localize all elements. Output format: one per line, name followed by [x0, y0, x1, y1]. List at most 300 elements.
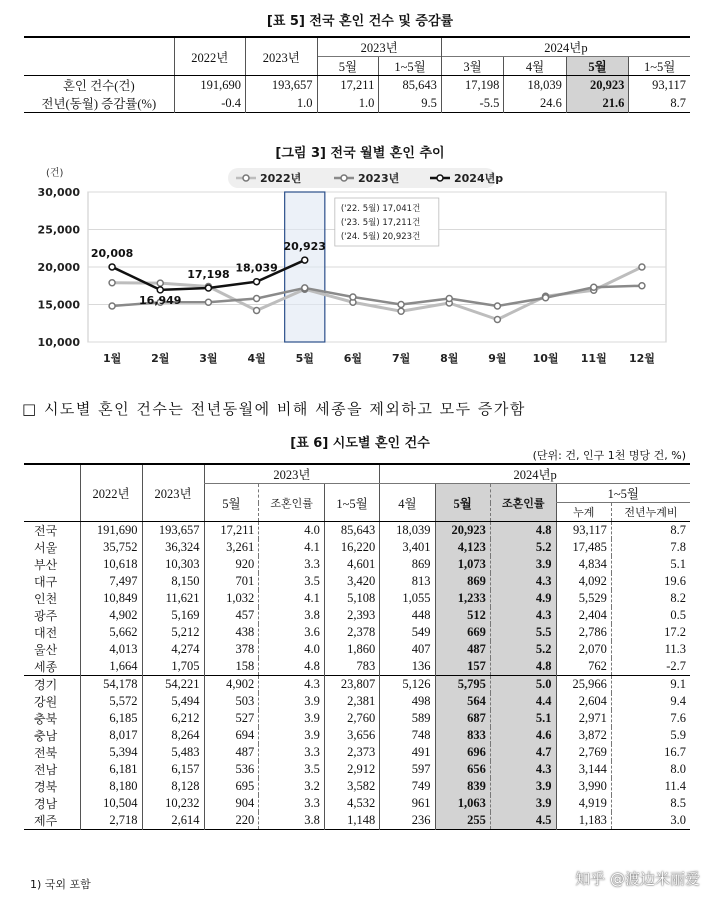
region-name: 세종 — [24, 658, 80, 676]
t6-sub: 조혼인률 — [259, 484, 325, 522]
table-cell: 457 — [204, 607, 259, 624]
table-cell: 904 — [204, 795, 259, 812]
region-name: 울산 — [24, 641, 80, 658]
summary-note: □ 시도별 혼인 건수는 전년동월에 비해 세종을 제외하고 모두 증가함 — [22, 400, 526, 418]
table-cell: 5,394 — [80, 744, 142, 761]
table-cell-highlight: 833 — [435, 727, 490, 744]
t6-body — [24, 522, 690, 830]
table-cell: 1,664 — [80, 658, 142, 676]
table-cell: 3,144 — [556, 761, 611, 778]
t5-cell: 8.7 — [629, 94, 690, 113]
table-cell: 8,128 — [142, 778, 204, 795]
watermark: 知乎 @渡边米丽爱 — [575, 870, 700, 888]
region-name: 경기 — [24, 676, 80, 694]
table-cell: 7.6 — [611, 710, 690, 727]
data-label: 20,008 — [90, 246, 134, 260]
table-cell: 2,718 — [80, 812, 142, 830]
table-cell: 1,705 — [142, 658, 204, 676]
table-cell-highlight: 656 — [435, 761, 490, 778]
table-cell: 4,902 — [80, 607, 142, 624]
y-tick-label: 25,000 — [37, 223, 80, 237]
table-cell: 748 — [380, 727, 435, 744]
t5-cell: 24.6 — [504, 94, 567, 113]
table-cell: 3,401 — [380, 539, 435, 556]
region-name: 전남 — [24, 761, 80, 778]
t6-sub-highlight: 조혼인률 — [490, 484, 556, 522]
table-row — [24, 522, 690, 540]
table-cell-highlight: 4.8 — [490, 658, 556, 676]
table-cell: 3.9 — [259, 710, 325, 727]
x-tick-label: 4월 — [247, 352, 266, 365]
table-cell: 3.5 — [259, 573, 325, 590]
data-label: 16,949 — [139, 293, 182, 307]
x-tick-label: 3월 — [199, 352, 218, 365]
table-cell: 3,582 — [324, 778, 379, 795]
table-cell: 16.7 — [611, 744, 690, 761]
table-cell: 236 — [380, 812, 435, 830]
table-cell: 35,752 — [80, 539, 142, 556]
table-cell: 18,039 — [380, 522, 435, 540]
table-cell: 19.6 — [611, 573, 690, 590]
table-cell: 191,690 — [80, 522, 142, 540]
table-cell: 1,032 — [204, 590, 259, 607]
table-row — [24, 676, 690, 694]
t5-cell: 191,690 — [174, 76, 246, 95]
table-cell-highlight: 5.2 — [490, 641, 556, 658]
table-row — [24, 795, 690, 812]
table-cell: 4,834 — [556, 556, 611, 573]
table-cell: 7,497 — [80, 573, 142, 590]
table-cell: 3,990 — [556, 778, 611, 795]
x-tick-label: 6월 — [343, 352, 363, 365]
table-cell: 597 — [380, 761, 435, 778]
table-cell: 36,324 — [142, 539, 204, 556]
t5-sub: 4월 — [504, 57, 567, 76]
table-cell-highlight: 5.0 — [490, 676, 556, 694]
data-point — [109, 303, 115, 309]
legend-marker — [341, 175, 347, 181]
x-tick-label: 1월 — [102, 352, 122, 365]
table-row — [24, 744, 690, 761]
t5-cell: 17,198 — [441, 76, 504, 95]
table-cell: 5.1 — [611, 556, 690, 573]
table-cell: 3.5 — [259, 761, 325, 778]
data-point — [543, 295, 549, 301]
table-row — [24, 693, 690, 710]
table-cell: 2,760 — [324, 710, 379, 727]
table-cell: 11.4 — [611, 778, 690, 795]
table-cell-highlight: 5.2 — [490, 539, 556, 556]
table-cell: 2,614 — [142, 812, 204, 830]
table-cell: 6,212 — [142, 710, 204, 727]
table-cell: 4,274 — [142, 641, 204, 658]
table-row — [24, 624, 690, 641]
table-cell-highlight: 487 — [435, 641, 490, 658]
data-point — [302, 257, 308, 263]
region-name: 충북 — [24, 710, 80, 727]
table-cell: 2,769 — [556, 744, 611, 761]
legend-label: 2023년 — [358, 172, 400, 185]
table-cell: 487 — [204, 744, 259, 761]
t6-sub: 5월 — [204, 484, 259, 522]
table-cell: 2,381 — [324, 693, 379, 710]
table-cell: 9.4 — [611, 693, 690, 710]
table-cell: 749 — [380, 778, 435, 795]
table5-corner — [24, 37, 174, 76]
t6-sub-highlight: 5월 — [435, 484, 490, 522]
x-tick-label: 2월 — [151, 352, 170, 365]
x-tick-label: 12월 — [628, 352, 655, 365]
table-cell-highlight: 5,795 — [435, 676, 490, 694]
data-point — [350, 294, 356, 300]
data-point — [157, 287, 163, 293]
t6-sub: 누계 — [556, 503, 611, 522]
table-cell: 3.6 — [259, 624, 325, 641]
table-row — [24, 539, 690, 556]
t5-sub: 1~5월 — [379, 57, 442, 76]
t5-cell: 17,211 — [317, 76, 379, 95]
table-cell-highlight: 1,063 — [435, 795, 490, 812]
table-cell: 3,656 — [324, 727, 379, 744]
table-cell: 8.0 — [611, 761, 690, 778]
table-cell: 2,373 — [324, 744, 379, 761]
table5-title: [표 5] 전국 혼인 건수 및 증감률 — [266, 14, 454, 29]
data-point — [157, 280, 163, 286]
data-point — [639, 283, 645, 289]
t6-sub: 전년누계비 — [611, 503, 690, 522]
t6-sub: 1~5월 — [324, 484, 379, 522]
table-cell: 2,070 — [556, 641, 611, 658]
table-cell-highlight: 3.9 — [490, 556, 556, 573]
table-cell-highlight: 4.3 — [490, 607, 556, 624]
t5-cell: 93,117 — [629, 76, 690, 95]
table-row — [24, 658, 690, 676]
annotation-text: ('22. 5월) 17,041건 — [340, 204, 421, 214]
table-cell: 8.7 — [611, 522, 690, 540]
region-name: 대전 — [24, 624, 80, 641]
table-cell-highlight: 1,233 — [435, 590, 490, 607]
table6-title: [표 6] 시도별 혼인 건수 — [290, 436, 430, 451]
data-point — [205, 285, 211, 291]
table-cell-highlight: 669 — [435, 624, 490, 641]
table-cell: 4.0 — [259, 641, 325, 658]
t6-h-2023: 2023년 — [142, 464, 204, 522]
table-cell-highlight: 157 — [435, 658, 490, 676]
table-cell: 0.5 — [611, 607, 690, 624]
t5-cell: -5.5 — [441, 94, 504, 113]
table-cell-highlight: 4.4 — [490, 693, 556, 710]
table-cell: 589 — [380, 710, 435, 727]
table-cell: 8,150 — [142, 573, 204, 590]
table-cell: 8,180 — [80, 778, 142, 795]
table-cell: 136 — [380, 658, 435, 676]
table-cell-highlight: 4.7 — [490, 744, 556, 761]
data-point — [494, 303, 500, 309]
t6-h-2022: 2022년 — [80, 464, 142, 522]
table-cell-highlight: 4.3 — [490, 573, 556, 590]
data-point — [254, 308, 260, 314]
table-cell: 4,013 — [80, 641, 142, 658]
data-point — [591, 284, 597, 290]
table-cell: 10,303 — [142, 556, 204, 573]
t5-cell: -0.4 — [174, 94, 246, 113]
table-cell: 6,181 — [80, 761, 142, 778]
table-cell-highlight: 4.5 — [490, 812, 556, 830]
x-tick-label: 7월 — [391, 352, 411, 365]
data-point — [254, 279, 260, 285]
table-cell: 5,126 — [380, 676, 435, 694]
region-name: 서울 — [24, 539, 80, 556]
table-cell: 10,849 — [80, 590, 142, 607]
x-tick-label: 10월 — [532, 352, 559, 365]
table-cell: 503 — [204, 693, 259, 710]
t5-cell: 18,039 — [504, 76, 567, 95]
table-cell: 2,393 — [324, 607, 379, 624]
table-cell-highlight: 5.5 — [490, 624, 556, 641]
table-cell: 2,378 — [324, 624, 379, 641]
y-tick-label: 10,000 — [37, 336, 80, 349]
table-cell: 869 — [380, 556, 435, 573]
table-cell: 4,532 — [324, 795, 379, 812]
y-tick-label: 30,000 — [37, 186, 80, 199]
t5-row-count — [24, 76, 690, 95]
t6-h-cumulative: 1~5월 — [556, 484, 690, 503]
t5-cell: 85,643 — [379, 76, 442, 95]
table-cell: 3.9 — [259, 693, 325, 710]
table-cell: 4.8 — [259, 658, 325, 676]
t5-h-2022: 2022년 — [174, 37, 246, 76]
table-cell: 5,169 — [142, 607, 204, 624]
table-row — [24, 727, 690, 744]
table-row — [24, 778, 690, 795]
t5-sub: 5월 — [317, 57, 379, 76]
table-cell: 701 — [204, 573, 259, 590]
x-tick-label: 9월 — [488, 352, 507, 365]
table6-unit: (단위: 건, 인구 1천 명당 건, %) — [532, 449, 686, 462]
data-point — [205, 299, 211, 305]
table-cell: 3.9 — [259, 727, 325, 744]
t5-row-label: 전년(동월) 증감률(%) — [41, 97, 157, 111]
table-cell: 438 — [204, 624, 259, 641]
table-cell: 16,220 — [324, 539, 379, 556]
region-name: 경북 — [24, 778, 80, 795]
table-row — [24, 710, 690, 727]
data-point — [446, 296, 452, 302]
table-cell: 762 — [556, 658, 611, 676]
table-cell: 10,232 — [142, 795, 204, 812]
table-cell: 1,860 — [324, 641, 379, 658]
table-cell: 5,108 — [324, 590, 379, 607]
table-row — [24, 812, 690, 830]
table-cell-highlight: 564 — [435, 693, 490, 710]
table-cell: 1,055 — [380, 590, 435, 607]
table-row — [24, 590, 690, 607]
t5-row-label: 혼인 건수(건) — [62, 79, 135, 93]
table-cell: 1,183 — [556, 812, 611, 830]
region-name: 충남 — [24, 727, 80, 744]
table-row — [24, 641, 690, 658]
table-cell: -2.7 — [611, 658, 690, 676]
table-cell: 6,157 — [142, 761, 204, 778]
region-name: 광주 — [24, 607, 80, 624]
t6-h-2023-group: 2023년 — [204, 464, 380, 484]
legend-marker — [437, 175, 443, 181]
table-cell-highlight: 687 — [435, 710, 490, 727]
table-cell: 25,966 — [556, 676, 611, 694]
table-cell: 8.2 — [611, 590, 690, 607]
data-label: 18,039 — [235, 261, 278, 275]
table-cell: 491 — [380, 744, 435, 761]
region-name: 강원 — [24, 693, 80, 710]
table-cell-highlight: 4.6 — [490, 727, 556, 744]
t5-h-2023: 2023년 — [246, 37, 318, 76]
table-cell: 93,117 — [556, 522, 611, 540]
table-cell: 158 — [204, 658, 259, 676]
table-cell: 5,494 — [142, 693, 204, 710]
region-name: 전북 — [24, 744, 80, 761]
table-cell: 549 — [380, 624, 435, 641]
x-tick-label: 5월 — [295, 352, 314, 365]
table-cell: 4,601 — [324, 556, 379, 573]
table-cell-highlight: 4.8 — [490, 522, 556, 540]
table-cell: 2,786 — [556, 624, 611, 641]
data-point — [398, 302, 404, 308]
table-cell: 5,529 — [556, 590, 611, 607]
table-cell-highlight: 839 — [435, 778, 490, 795]
table-cell: 54,221 — [142, 676, 204, 694]
table-row — [24, 607, 690, 624]
x-tick-label: 8월 — [440, 352, 459, 365]
y-axis-label: (건) — [46, 168, 64, 179]
table-cell: 783 — [324, 658, 379, 676]
table-cell: 3.3 — [259, 556, 325, 573]
y-tick-label: 15,000 — [37, 298, 80, 312]
table-cell: 10,504 — [80, 795, 142, 812]
table-cell: 4,902 — [204, 676, 259, 694]
table-cell: 1,148 — [324, 812, 379, 830]
table-cell: 4,919 — [556, 795, 611, 812]
x-tick-label: 11월 — [580, 352, 607, 365]
table-cell: 2,404 — [556, 607, 611, 624]
region-name: 전국 — [24, 522, 80, 540]
table-cell: 5,212 — [142, 624, 204, 641]
table6 — [24, 463, 690, 830]
t5-cell: 1.0 — [317, 94, 379, 113]
data-point — [302, 285, 308, 291]
table-cell: 11.3 — [611, 641, 690, 658]
table-cell-highlight: 4.9 — [490, 590, 556, 607]
table-cell: 17.2 — [611, 624, 690, 641]
table-cell-highlight: 4,123 — [435, 539, 490, 556]
table-cell: 5,483 — [142, 744, 204, 761]
table-cell: 536 — [204, 761, 259, 778]
table-cell: 448 — [380, 607, 435, 624]
legend-label: 2024년p — [454, 172, 504, 185]
t5-sub-highlight: 5월 — [566, 57, 629, 76]
table-cell: 3.8 — [259, 607, 325, 624]
table-cell: 4.1 — [259, 590, 325, 607]
table-cell-highlight: 869 — [435, 573, 490, 590]
table-cell: 694 — [204, 727, 259, 744]
data-point — [639, 264, 645, 270]
t5-sub: 1~5월 — [629, 57, 690, 76]
table-cell-highlight: 3.9 — [490, 778, 556, 795]
region-name: 부산 — [24, 556, 80, 573]
t5-cell-highlight: 20,923 — [566, 76, 629, 95]
data-point — [494, 317, 500, 323]
table-cell-highlight: 3.9 — [490, 795, 556, 812]
table-cell-highlight: 4.3 — [490, 761, 556, 778]
data-point — [109, 280, 115, 286]
table-cell: 5,662 — [80, 624, 142, 641]
table-cell: 193,657 — [142, 522, 204, 540]
footnote: 1) 국외 포함 — [30, 878, 91, 891]
table-cell-highlight: 696 — [435, 744, 490, 761]
data-point — [109, 264, 115, 270]
table-cell-highlight: 512 — [435, 607, 490, 624]
table-cell-highlight: 20,923 — [435, 522, 490, 540]
monthly-marriage-chart — [0, 160, 720, 378]
t6-sub: 4월 — [380, 484, 435, 522]
annotation-text: ('24. 5월) 20,923건 — [340, 232, 421, 242]
table-cell: 527 — [204, 710, 259, 727]
table5 — [24, 36, 690, 113]
table-cell: 8,017 — [80, 727, 142, 744]
t5-cell-highlight: 21.6 — [566, 94, 629, 113]
table-cell: 3.3 — [259, 795, 325, 812]
table-cell: 961 — [380, 795, 435, 812]
table-row — [24, 761, 690, 778]
data-label: 17,198 — [187, 268, 230, 282]
t5-row-rate — [24, 94, 690, 113]
t5-sub: 3월 — [441, 57, 504, 76]
t5-cell: 9.5 — [379, 94, 442, 113]
table-cell: 2,912 — [324, 761, 379, 778]
t6-corner — [24, 464, 80, 522]
t5-h-2023-group: 2023년 — [317, 37, 441, 57]
table-cell: 85,643 — [324, 522, 379, 540]
legend-marker — [243, 175, 249, 181]
table-cell: 17,485 — [556, 539, 611, 556]
table-cell: 3.0 — [611, 812, 690, 830]
table-cell-highlight: 255 — [435, 812, 490, 830]
table-cell: 6,185 — [80, 710, 142, 727]
annotation-text: ('23. 5월) 17,211건 — [340, 218, 421, 228]
table-cell: 695 — [204, 778, 259, 795]
table-cell: 2,604 — [556, 693, 611, 710]
table-cell: 8.5 — [611, 795, 690, 812]
table-cell: 3.8 — [259, 812, 325, 830]
table-cell: 4.3 — [259, 676, 325, 694]
table-cell: 10,618 — [80, 556, 142, 573]
data-point — [398, 308, 404, 314]
t5-cell: 193,657 — [246, 76, 318, 95]
table-cell: 813 — [380, 573, 435, 590]
region-name: 제주 — [24, 812, 80, 830]
table-row — [24, 573, 690, 590]
table-cell: 5.9 — [611, 727, 690, 744]
table-cell: 3,420 — [324, 573, 379, 590]
table-cell: 407 — [380, 641, 435, 658]
table-cell: 220 — [204, 812, 259, 830]
table-cell: 4.0 — [259, 522, 325, 540]
table-cell-highlight: 1,073 — [435, 556, 490, 573]
table-cell: 5,572 — [80, 693, 142, 710]
legend-label: 2022년 — [260, 172, 302, 185]
table-cell: 920 — [204, 556, 259, 573]
data-label: 20,923 — [283, 240, 326, 254]
t5-h-2024-group: 2024년p — [441, 37, 690, 57]
